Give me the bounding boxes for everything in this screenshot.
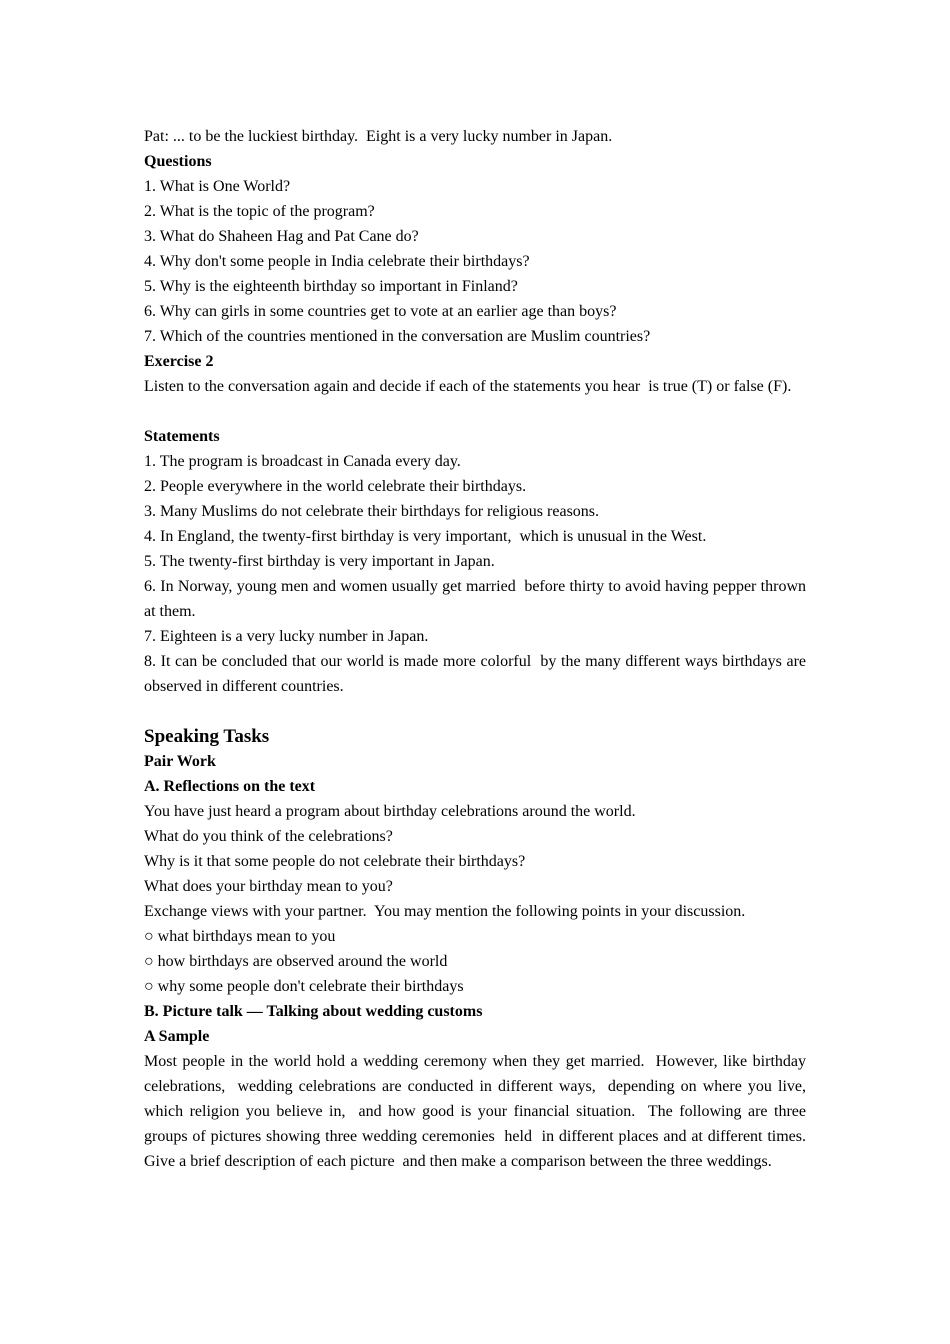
sample-heading: A Sample — [144, 1028, 210, 1045]
statements-heading: Statements — [144, 428, 220, 445]
section-a-line: What does your birthday mean to you? — [144, 878, 393, 895]
intro-line: Pat: ... to be the luckiest birthday. Eight is a very lucky number in Japan. — [144, 128, 613, 145]
pair-work-heading: Pair Work — [144, 753, 216, 770]
section-a-line: Why is it that some people do not celebrate their birthdays? — [144, 853, 526, 870]
discussion-bullet: ○ what birthdays mean to you — [144, 928, 336, 945]
speaking-tasks-title: Speaking Tasks — [144, 726, 270, 747]
exercise2-heading: Exercise 2 — [144, 353, 214, 370]
questions-heading: Questions — [144, 153, 212, 170]
question-item: 2. What is the topic of the program? — [144, 203, 375, 220]
question-item: 7. Which of the countries mentioned in the conversation are Muslim countries? — [144, 328, 651, 345]
question-item: 1. What is One World? — [144, 178, 291, 195]
statement-item: 6. In Norway, young men and women usually get married before thirty to avoid having pepper thrown at them. — [144, 578, 810, 620]
statement-item: 7. Eighteen is a very lucky number in Japan. — [144, 628, 429, 645]
section-a-line: What do you think of the celebrations? — [144, 828, 393, 845]
section-a-line: Exchange views with your partner. You may mention the following points in your discussion. — [144, 903, 746, 920]
statement-item: 8. It can be concluded that our world is made more colorful by the many different ways birthdays are observed in different countries. — [144, 653, 810, 695]
statement-item: 5. The twenty-first birthday is very important in Japan. — [144, 553, 495, 570]
spacer — [144, 699, 806, 724]
question-item: 3. What do Shaheen Hag and Pat Cane do? — [144, 228, 419, 245]
statement-item: 2. People everywhere in the world celebrate their birthdays. — [144, 478, 527, 495]
sample-paragraph: Most people in the world hold a wedding ceremony when they get married. However, like birthday celebrations, wedding celebrations are conducted in different ways, depending on where you live, which religion you believe in, and how good is your financial situation. The following are three groups of pictures showing three wedding ceremonies held in different places and at different times. Give a brief description of each picture and then make a comparison between the three weddings. — [144, 1053, 814, 1170]
question-item: 4. Why don't some people in India celebrate their birthdays? — [144, 253, 530, 270]
question-item: 6. Why can girls in some countries get to vote at an earlier age than boys? — [144, 303, 617, 320]
statement-item: 3. Many Muslims do not celebrate their birthdays for religious reasons. — [144, 503, 600, 520]
discussion-bullet: ○ how birthdays are observed around the world — [144, 953, 448, 970]
section-a-heading: A. Reflections on the text — [144, 778, 316, 795]
statement-item: 4. In England, the twenty-first birthday is very important, which is unusual in the West. — [144, 528, 707, 545]
discussion-bullet: ○ why some people don't celebrate their birthdays — [144, 978, 464, 995]
document-page — [144, 124, 814, 1174]
section-b-heading: B. Picture talk — Talking about wedding customs — [144, 1003, 483, 1020]
question-item: 5. Why is the eighteenth birthday so important in Finland? — [144, 278, 518, 295]
statement-item: 1. The program is broadcast in Canada every day. — [144, 453, 461, 470]
spacer — [144, 399, 806, 424]
exercise2-instruction: Listen to the conversation again and decide if each of the statements you hear is true (T) or false (F). — [144, 378, 792, 395]
section-a-line: You have just heard a program about birthday celebrations around the world. — [144, 803, 636, 820]
